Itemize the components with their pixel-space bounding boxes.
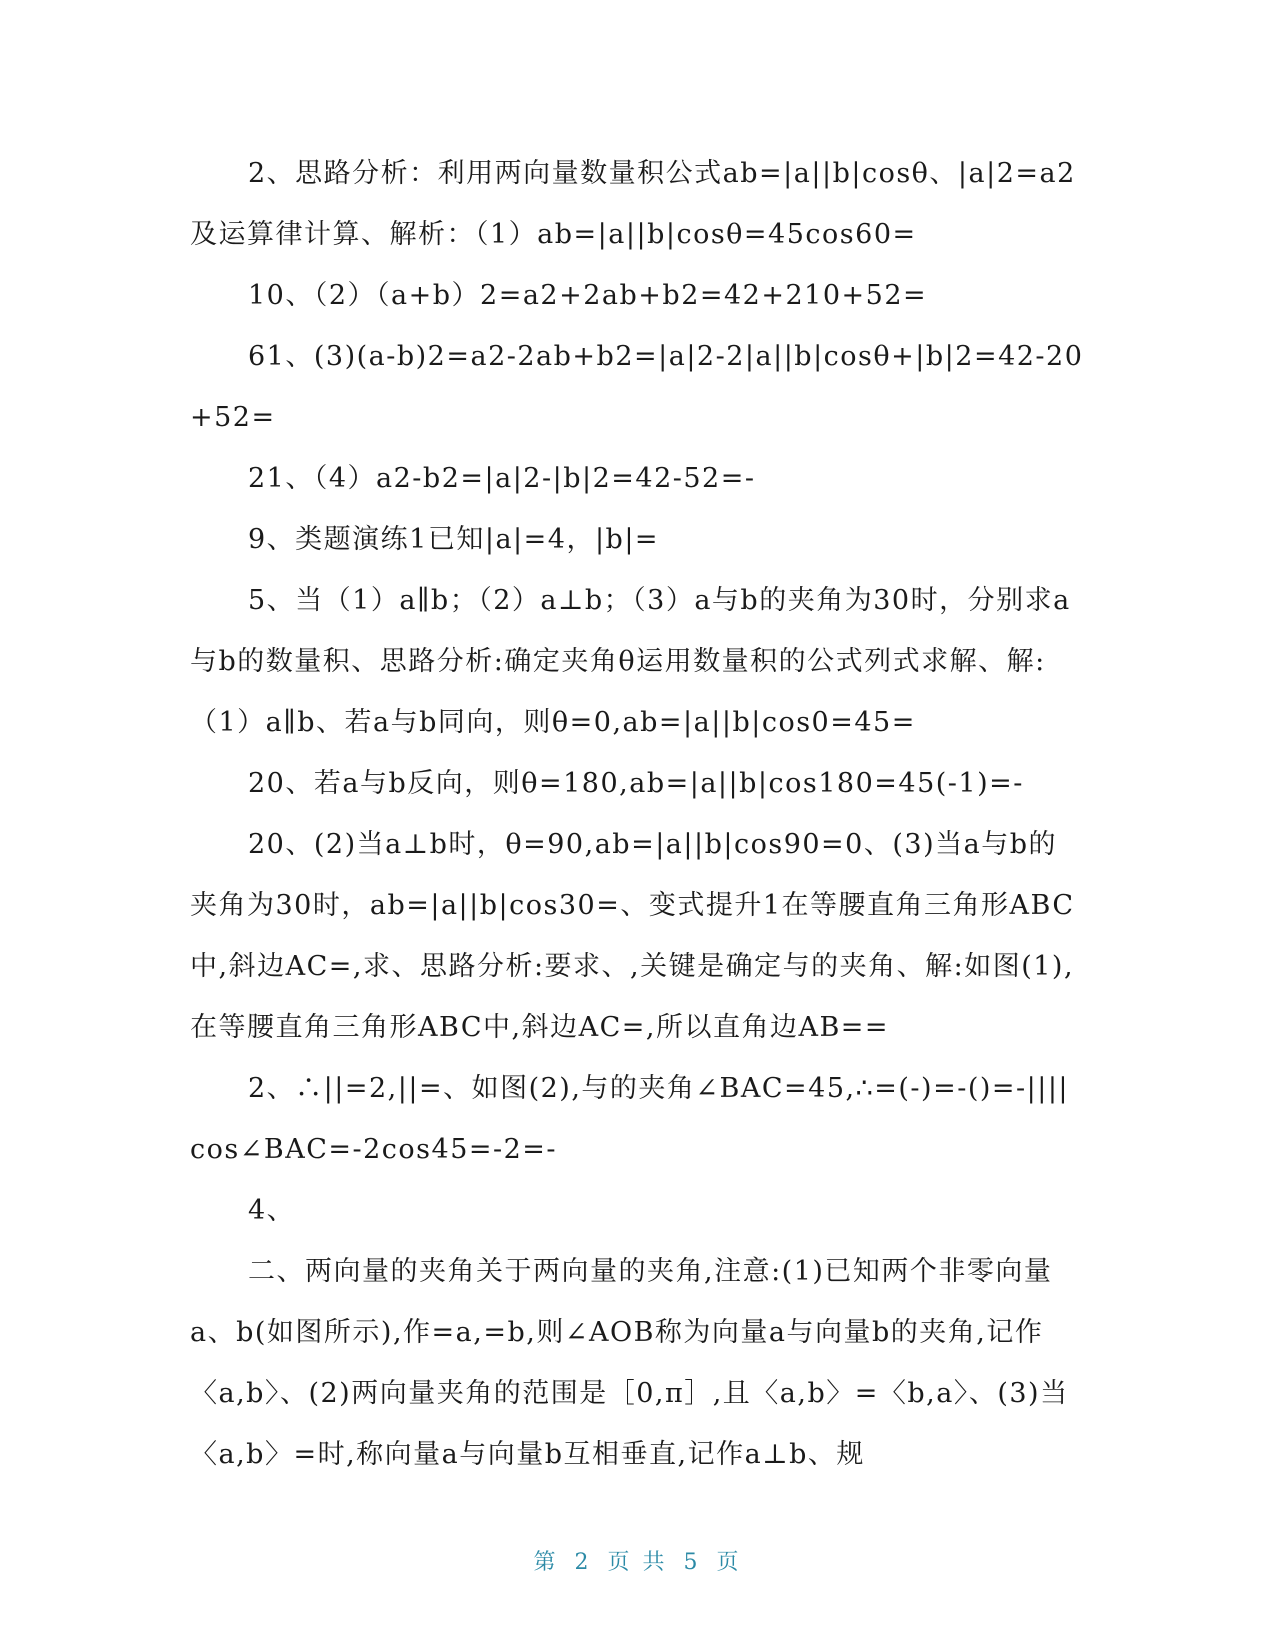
paragraph: 10、（2）（a+b）2=a2+2ab+b2=42+210+52= bbox=[248, 280, 928, 311]
page-label-middle: 页 共 bbox=[607, 1550, 668, 1575]
paragraph: 4、 bbox=[248, 1195, 296, 1226]
paragraph: 5、当（1）a∥b；（2）a⊥b；（3）a与b的夹角为30时，分别求a与b的数量积、思路分析:确定夹角θ运用数量积的公式列式求解、解:（1）a∥b、若a与b同向，则θ=0,ab=|a||b|cos0=45= bbox=[190, 585, 1071, 738]
paragraph: 2、∴||=2,||=、如图(2),与的夹角∠BAC=45,∴=(-)=-()=-||||cos∠BAC=-2cos45=-2=- bbox=[190, 1073, 1070, 1165]
paragraph: 20、若a与b反向，则θ=180,ab=|a||b|cos180=45(-1)=- bbox=[248, 768, 1024, 799]
paragraph: 61、(3)(a-b)2=a2-2ab+b2=|a|2-2|a||b|cosθ+|b|2=42-20+52= bbox=[190, 341, 1084, 433]
page-footer bbox=[0, 1545, 1275, 1576]
page-number: 2 bbox=[574, 1550, 592, 1575]
document-body bbox=[190, 143, 1085, 1485]
paragraph: 9、类题演练1已知|a|=4，|b|= bbox=[248, 524, 660, 555]
paragraph: 21、（4）a2-b2=|a|2-|b|2=42-52=- bbox=[248, 463, 756, 494]
paragraph: 20、(2)当a⊥b时，θ=90,ab=|a||b|cos90=0、(3)当a与b的夹角为30时，ab=|a||b|cos30=、变式提升1在等腰直角三角形ABC中,斜边AC=,求、思路分析:要求、,关键是确定与的夹角、解:如图(1),在等腰直角三角形ABC中,斜边AC=,所以直角边AB== bbox=[190, 829, 1075, 1043]
total-pages: 5 bbox=[683, 1550, 701, 1575]
paragraph: 二、两向量的夹角关于两向量的夹角,注意:(1)已知两个非零向量a、b(如图所示),作=a,=b,则∠AOB称为向量a与向量b的夹角,记作〈a,b〉、(2)两向量夹角的范围是［0,π］,且〈a,b〉=〈b,a〉、(3)当〈a,b〉=时,称向量a与向量b互相垂直,记作a⊥b、规 bbox=[190, 1256, 1069, 1470]
paragraph: 2、思路分析：利用两向量数量积公式ab=|a||b|cosθ、|a|2=a2及运算律计算、解析：（1）ab=|a||b|cosθ=45cos60= bbox=[190, 158, 1076, 250]
page-label-prefix: 第 bbox=[533, 1550, 559, 1575]
page-label-suffix: 页 bbox=[716, 1550, 742, 1575]
